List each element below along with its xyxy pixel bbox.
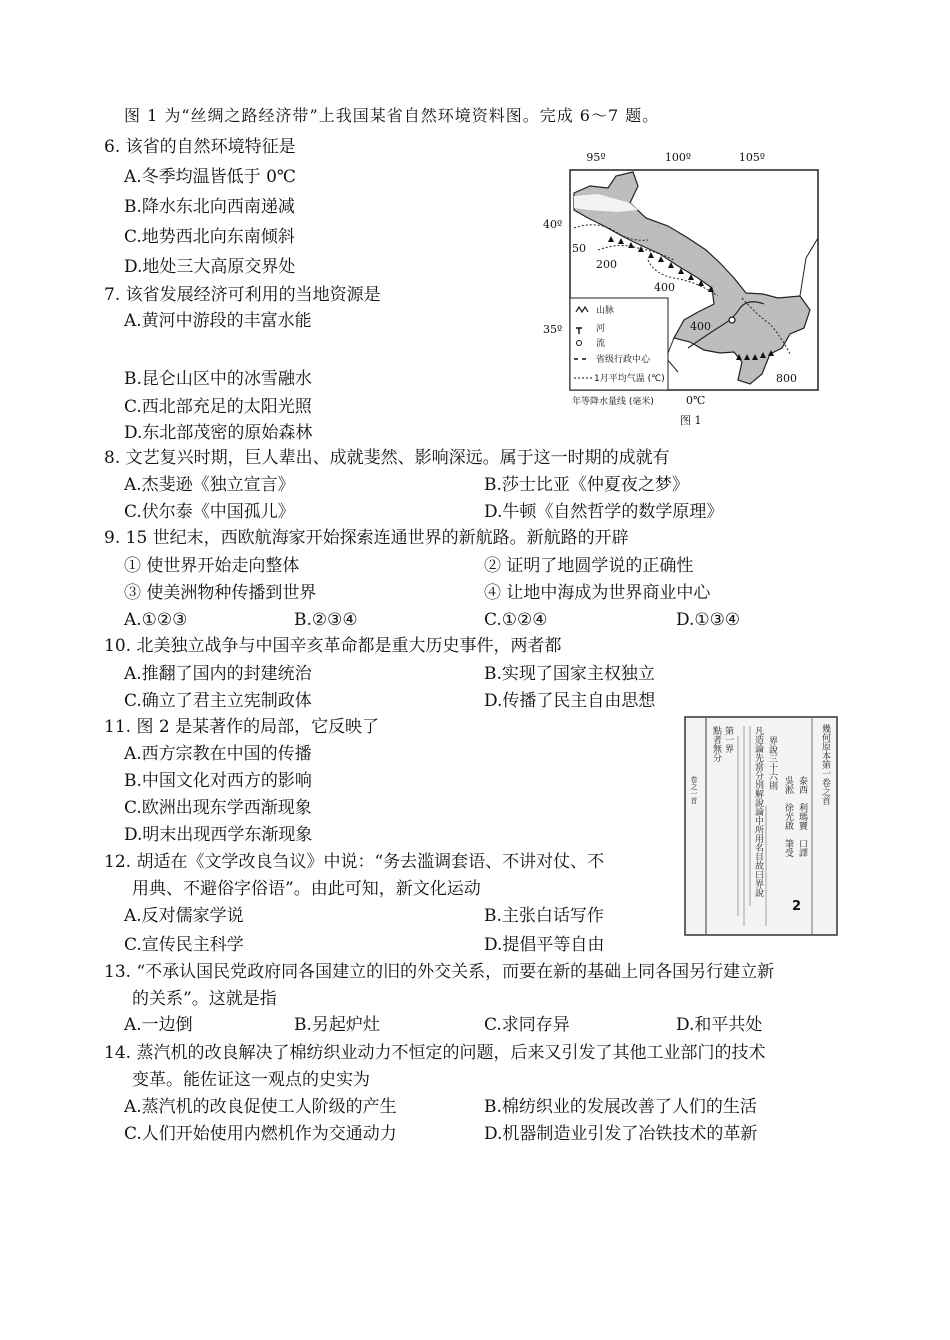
legend-capital: 省级行政中心: [596, 355, 651, 365]
q10-option-c[interactable]: C.确立了君主立宪制政体: [124, 691, 312, 711]
book-point-definition: 點者無分: [711, 726, 721, 762]
q7-option-d[interactable]: D.东北部茂密的原始森林: [124, 423, 313, 443]
figure-1-map: [538, 148, 828, 430]
question-14-stem-cont: 变革。能佐证这一观点的史实为: [132, 1070, 370, 1090]
question-12-stem-cont: 用典、不避俗字俗语”。由此可知，新文化运动: [132, 879, 481, 899]
q14-option-d[interactable]: D.机器制造业引发了冶铁技术的革新: [484, 1124, 758, 1144]
q9-item-3: ③ 使美洲物种传播到世界: [124, 583, 317, 603]
legend-mountain: 山脉: [596, 306, 615, 316]
q12-option-d[interactable]: D.提倡平等自由: [484, 935, 605, 955]
q8-option-d[interactable]: D.牛顿《自然哲学的数学原理》: [484, 502, 724, 522]
q8-option-b[interactable]: B.莎士比亚《仲夏夜之梦》: [484, 475, 689, 495]
question-14-stem: 14. 蒸汽机的改良解决了棉纺织业动力不恒定的问题，后来又引发了其他工业部门的技术: [104, 1043, 766, 1063]
q9-option-b[interactable]: B.②③④: [294, 610, 358, 630]
q10-option-d[interactable]: D.传播了民主自由思想: [484, 691, 656, 711]
question-7-stem: 7. 该省发展经济可利用的当地资源是: [104, 285, 381, 305]
book-translator: 泰西 利瑪竇 口譯: [797, 776, 807, 857]
book-recorder: 吳淞 徐光啟 筆受: [783, 776, 793, 857]
figure-2-book-page: [684, 716, 838, 936]
contour-label-200: 200: [596, 258, 617, 271]
figure-2-mark: 2: [792, 899, 802, 914]
question-13-stem: 13. “不承认国民党政府同各国建立的旧的外交关系，而要在新的基础上同各国另行建立新: [104, 962, 775, 982]
book-body-line: 凡造論先當分別解說論中所用名目故曰界說: [753, 726, 763, 897]
book-side-label: 卷之一首: [690, 776, 698, 804]
q10-option-b[interactable]: B.实现了国家主权独立: [484, 664, 655, 684]
q10-option-a[interactable]: A.推翻了国内的封建统治: [124, 664, 312, 684]
q14-option-a[interactable]: A.蒸汽机的改良促使工人阶级的产生: [124, 1097, 397, 1117]
book-definitions-heading: 界說三十六則: [767, 736, 777, 790]
contour-label-400-b: 400: [690, 320, 711, 333]
q6-option-b[interactable]: B.降水东北向西南递减: [124, 197, 295, 217]
q12-option-c[interactable]: C.宣传民主科学: [124, 935, 244, 955]
q7-option-c[interactable]: C.西北部充足的太阳光照: [124, 397, 312, 417]
lat-label-40: 40º: [543, 218, 563, 231]
q9-option-d[interactable]: D.①③④: [676, 610, 741, 630]
lat-label-35: 35º: [543, 323, 563, 336]
legend-flow: 流: [596, 339, 606, 349]
q14-option-b[interactable]: B.棉纺织业的发展改善了人们的生活: [484, 1097, 757, 1117]
q9-item-2: ② 证明了地圆学说的正确性: [484, 556, 694, 576]
q9-option-a[interactable]: A.①②③: [124, 610, 188, 630]
lon-label-100: 100º: [664, 151, 692, 164]
q6-option-d[interactable]: D.地处三大高原交界处: [124, 257, 296, 277]
question-8-stem: 8. 文艺复兴时期，巨人辈出、成就斐然、影响深远。属于这一时期的成就有: [104, 448, 670, 468]
book-first-definition: 第一界: [723, 726, 733, 753]
contour-label-800: 800: [776, 372, 797, 385]
intro-text: 图 1 为“丝绸之路经济带”上我国某省自然环境资料图。完成 6～7 题。: [124, 106, 660, 125]
q13-option-b[interactable]: B.另起炉灶: [294, 1015, 380, 1035]
q6-option-a[interactable]: A.冬季均温皆低于 0℃: [124, 167, 296, 187]
q12-option-a[interactable]: A.反对儒家学说: [124, 906, 244, 926]
q14-option-c[interactable]: C.人们开始使用内燃机作为交通动力: [124, 1124, 397, 1144]
q8-option-a[interactable]: A.杰斐逊《独立宣言》: [124, 475, 295, 495]
provincial-capital-marker: [729, 317, 735, 323]
q9-option-c[interactable]: C.①②④: [484, 610, 548, 630]
q12-option-b[interactable]: B.主张白话写作: [484, 906, 604, 926]
q13-option-a[interactable]: A.一边倒: [124, 1015, 193, 1035]
q13-option-d[interactable]: D.和平共处: [676, 1015, 763, 1035]
q9-item-1: ① 使世界开始走向整体: [124, 556, 300, 576]
q11-option-a[interactable]: A.西方宗教在中国的传播: [124, 744, 312, 764]
question-13-stem-cont: 的关系”。这就是指: [132, 989, 277, 1009]
book-title: 幾何原本第一卷之首: [820, 724, 830, 805]
question-10-stem: 10. 北美独立战争与中国辛亥革命都是重大历史事件，两者都: [104, 636, 562, 656]
question-6-stem: 6. 该省的自然环境特征是: [104, 137, 296, 157]
q11-option-d[interactable]: D.明末出现西学东渐现象: [124, 825, 313, 845]
contour-label-400-a: 400: [654, 281, 675, 294]
question-11-stem: 11. 图 2 是某著作的局部，它反映了: [104, 717, 380, 737]
legend-flow-icon: [577, 341, 582, 346]
q13-option-c[interactable]: C.求同存异: [484, 1015, 570, 1035]
q6-option-c[interactable]: C.地势西北向东南倾斜: [124, 227, 295, 247]
q7-option-a[interactable]: A.黄河中游段的丰富水能: [124, 311, 312, 331]
q8-option-c[interactable]: C.伏尔泰《中国孤儿》: [124, 502, 295, 522]
q11-option-c[interactable]: C.欧洲出现东学西渐现象: [124, 798, 312, 818]
question-9-stem: 9. 15 世纪末，西欧航海家开始探索连通世界的新航路。新航路的开辟: [104, 528, 629, 548]
q7-option-b[interactable]: B.昆仑山区中的冰雪融水: [124, 369, 312, 389]
lon-label-105: 105º: [738, 151, 766, 164]
legend-isotherm: 1月平均气温 (℃): [594, 374, 665, 384]
lon-label-95: 95º: [586, 151, 606, 164]
zero-degree-label: 0℃: [686, 394, 706, 407]
figure-1-caption: 图 1: [680, 414, 702, 427]
q11-option-b[interactable]: B.中国文化对西方的影响: [124, 771, 312, 791]
q9-item-4: ④ 让地中海成为世界商业中心: [484, 583, 711, 603]
legend-isohyet: 年等降水量线 (毫米): [572, 397, 654, 407]
legend-river: 河: [596, 324, 606, 334]
contour-label-50: 50: [572, 242, 586, 255]
question-12-stem: 12. 胡适在《文学改良刍议》中说：“务去滥调套语、不讲对仗、不: [104, 852, 605, 872]
